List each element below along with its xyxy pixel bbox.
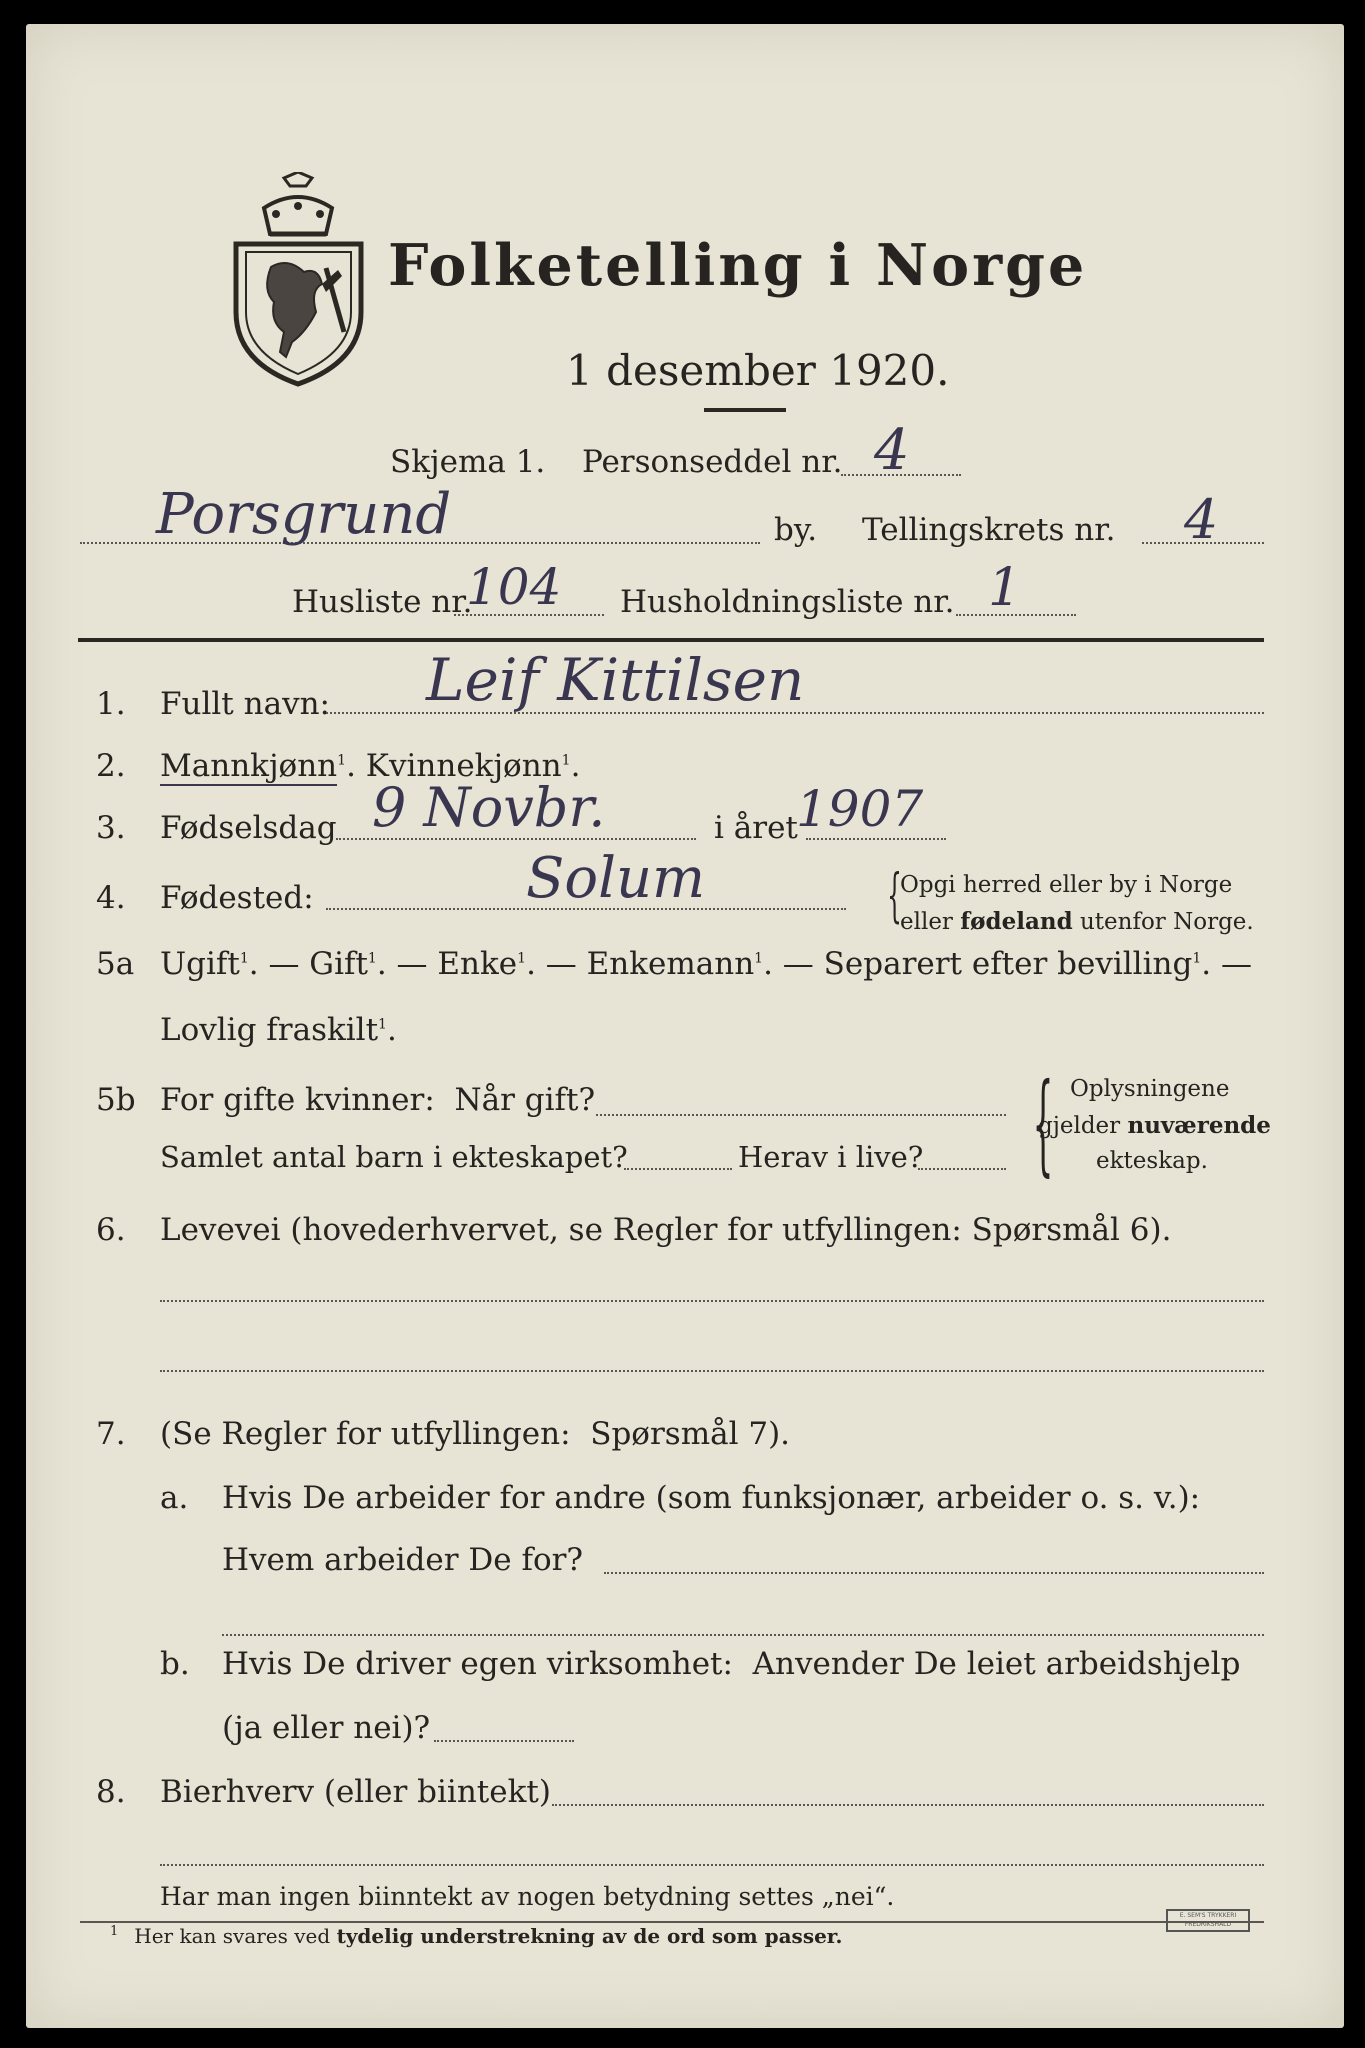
q2-sex: Mannkjønn$^1$. Kvinnekjønn$^1$.	[160, 748, 581, 784]
husliste-label: Husliste nr.	[292, 584, 473, 620]
q7a-question: Hvem arbeider De for?	[222, 1542, 584, 1578]
alive-field[interactable]	[918, 1168, 1006, 1170]
q1-label: Fullt navn:	[160, 686, 330, 722]
full-name-value: Leif Kittilsen	[426, 646, 805, 714]
norwegian-coat-of-arms-icon	[226, 172, 371, 387]
q7-number: 7.	[96, 1416, 126, 1452]
q3-label: Fødselsdag	[160, 810, 337, 846]
q8-number: 8.	[96, 1774, 126, 1810]
occupation-field-2[interactable]	[160, 1370, 1264, 1372]
side-income-field-2[interactable]	[160, 1864, 1264, 1866]
birth-year-value: 1907	[796, 780, 924, 838]
q7b-question: (ja eller nei)?	[222, 1710, 431, 1746]
skjema-label: Skjema 1.	[390, 444, 546, 480]
occupation-field-1[interactable]	[160, 1300, 1264, 1302]
q8-label: Bierhverv (eller biintekt)	[160, 1774, 551, 1810]
q4-note-1: Opgi herred eller by i Norge	[900, 872, 1233, 898]
q4-label: Fødested:	[160, 880, 314, 916]
tellingskrets-value: 4	[1184, 488, 1219, 551]
q5b-label-children: Samlet antal barn i ekteskapet?	[160, 1140, 628, 1174]
mannkjonn-option[interactable]: Mannkjønn	[160, 748, 338, 784]
title-divider	[704, 408, 786, 412]
footer-note: Har man ingen biinntekt av nogen betydning settes „nei“.	[160, 1882, 895, 1911]
q5b-note-3: ekteskap.	[1096, 1148, 1208, 1174]
header-rule	[78, 638, 1264, 642]
tellingskrets-label: Tellingskrets nr.	[862, 512, 1116, 548]
census-form-sheet	[26, 24, 1344, 2028]
q4-number: 4.	[96, 880, 126, 916]
q3-number: 3.	[96, 810, 126, 846]
form-date: 1 desember 1920.	[566, 346, 950, 395]
q2-number: 2.	[96, 748, 126, 784]
husliste-value: 104	[466, 558, 562, 616]
q4-brace: {	[887, 861, 902, 929]
birthplace-value: Solum	[526, 846, 706, 911]
husholdningsliste-label: Husholdningsliste nr.	[620, 584, 955, 620]
q5b-brace: {	[1032, 1059, 1054, 1187]
footer-rule	[80, 1921, 1264, 1923]
q5a-line2: Lovlig fraskilt$^1$.	[160, 1012, 397, 1048]
hired-help-field[interactable]	[434, 1740, 574, 1742]
printer-stamp: E. SEM'S TRYKKERI FREDRIKSHALD	[1166, 1909, 1250, 1932]
q7-label: (Se Regler for utfyllingen: Spørsmål 7).	[160, 1416, 791, 1452]
q6-label: Levevei (hovederhvervet, se Regler for utfyllingen: Spørsmål 6).	[160, 1212, 1172, 1248]
by-label: by.	[774, 512, 818, 548]
children-field[interactable]	[624, 1168, 732, 1170]
q7a-text: Hvis De arbeider for andre (som funksjonær, arbeider o. s. v.):	[222, 1480, 1201, 1516]
q7b-text: Hvis De driver egen virksomhet: Anvender De leiet arbeidshjelp	[222, 1646, 1241, 1682]
kvinnekjonn-option[interactable]: Kvinnekjønn	[365, 748, 562, 784]
q5a-options: Ugift$^1$. — Gift$^1$. — Enke$^1$. — Enkemann$^1$. — Separert efter bevilling$^1$. —	[160, 946, 1252, 982]
q5a-number: 5a	[96, 946, 135, 982]
q3-year-label: i året	[714, 810, 798, 846]
q6-number: 6.	[96, 1212, 126, 1248]
q5b-note-1: Oplysningene	[1070, 1076, 1230, 1102]
q7b-number: b.	[160, 1646, 190, 1682]
q7a-number: a.	[160, 1480, 189, 1516]
birthday-value: 9 Novbr.	[372, 776, 606, 839]
employer-field-1[interactable]	[604, 1572, 1264, 1574]
q1-number: 1.	[96, 686, 126, 722]
q5b-note-2: gjelder nuværende	[1038, 1112, 1271, 1139]
husholdningsliste-value: 1	[988, 558, 1022, 618]
q5b-label-married: For gifte kvinner: Når gift?	[160, 1082, 596, 1118]
married-when-field[interactable]	[596, 1114, 1006, 1116]
personseddel-value: 4	[874, 418, 910, 483]
birth-year-field[interactable]	[806, 838, 946, 840]
city-value: Porsgrund	[156, 482, 452, 547]
employer-field-2[interactable]	[222, 1634, 1264, 1636]
q5b-number: 5b	[96, 1082, 136, 1118]
personseddel-label: Personseddel nr.	[582, 444, 843, 480]
q4-note-2: eller fødeland utenfor Norge.	[900, 908, 1254, 935]
side-income-field-1[interactable]	[552, 1804, 1264, 1806]
q5b-label-alive: Herav i live?	[738, 1140, 924, 1174]
footnote: $^1$ Her kan svares ved tydelig understrekning av de ord som passer.	[110, 1924, 843, 1948]
form-title: Folketelling i Norge	[388, 232, 1088, 299]
